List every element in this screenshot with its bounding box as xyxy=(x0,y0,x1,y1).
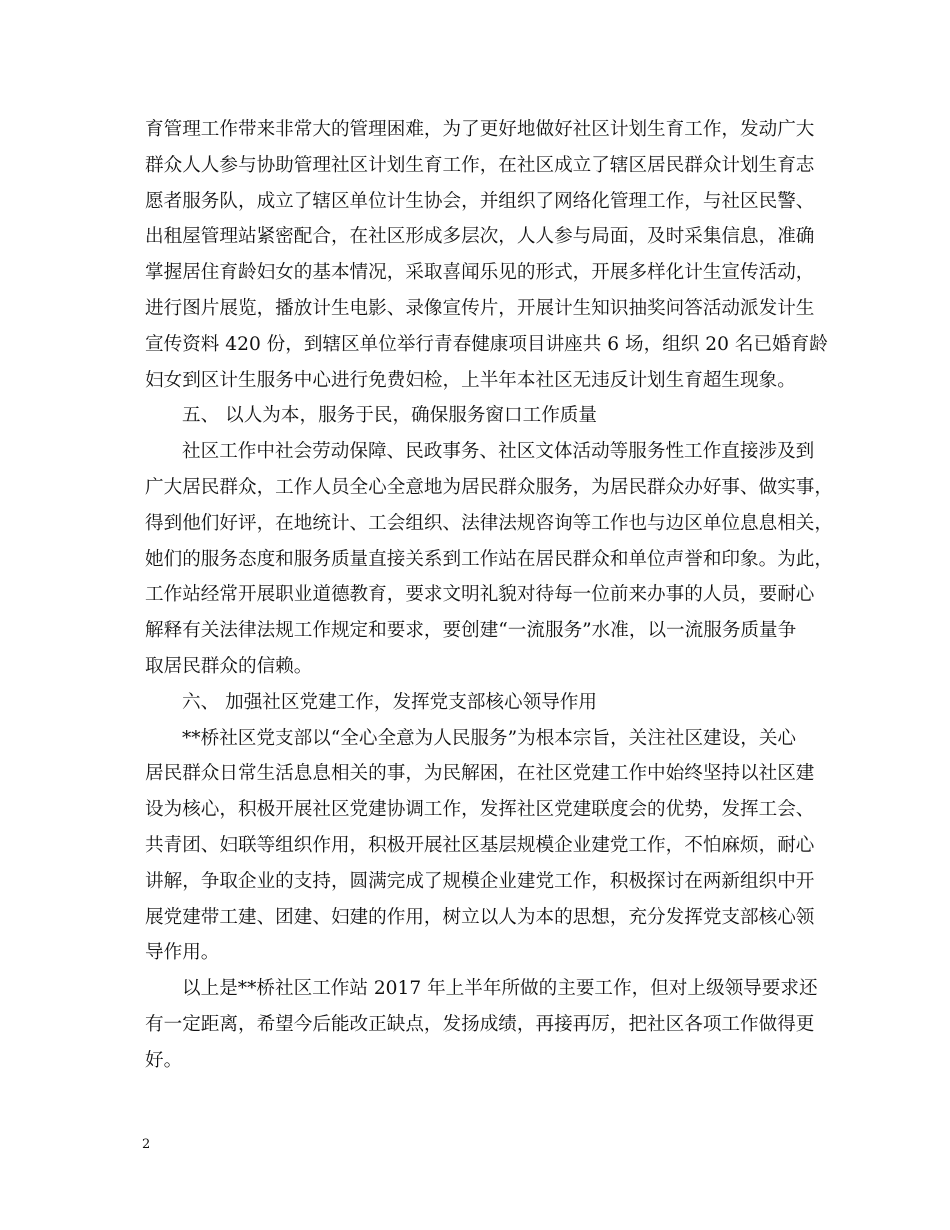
text-line: 群众人人参与协助管理社区计划生育工作，在社区成立了辖区居民群众计划生育志 xyxy=(145,154,815,176)
text-line: 居民群众日常生活息息相关的事，为民解困，在社区党建工作中始终坚持以社区建 xyxy=(145,763,815,785)
text-line: 六、 加强社区党建工作，发挥党支部核心领导作用 xyxy=(182,691,597,713)
text-line: **桥社区党支部以“全心全意为人民服务”为根本宗旨，关注社区建设，关心 xyxy=(182,727,797,749)
text-line: 得到他们好评，在地统计、工会组织、法律法规咨询等工作也与边区单位息息相关， xyxy=(145,512,833,534)
text-line: 社区工作中社会劳动保障、民政事务、社区文体活动等服务性工作直接涉及到 xyxy=(182,441,815,463)
text-line: 她们的服务态度和服务质量直接关系到工作站在居民群众和单位声誉和印象。为此， xyxy=(145,548,833,570)
text-line: 取居民群众的信赖。 xyxy=(145,655,313,677)
text-line: 解释有关法律法规工作规定和要求，要创建“一流服务”水准，以一流服务质量争 xyxy=(145,620,797,642)
text-line: 出租屋管理站紧密配合，在社区形成多层次，人人参与局面，及时采集信息，准确 xyxy=(145,226,815,248)
text-line: 共青团、妇联等组织作用，积极开展社区基层规模企业建党工作，不怕麻烦，耐心 xyxy=(145,834,815,856)
text-line: 导作用。 xyxy=(145,942,220,964)
document-body xyxy=(145,112,833,1079)
text-line: 工作站经常开展职业道德教育，要求文明礼貌对待每一位前来办事的人员，要耐心 xyxy=(145,584,815,606)
text-line: 设为核心，积极开展社区党建协调工作，发挥社区党建联度会的优势，发挥工会、 xyxy=(145,799,815,821)
text-line: 以上是**桥社区工作站 2017 年上半年所做的主要工作，但对上级领导要求还 xyxy=(182,978,818,1000)
text-line: 好。 xyxy=(145,1049,183,1071)
text-line: 育管理工作带来非常大的管理困难，为了更好地做好社区计划生育工作，发动广大 xyxy=(145,119,815,140)
text-line: 愿者服务队，成立了辖区单位计生协会，并组织了网络化管理工作，与社区民警、 xyxy=(145,190,815,212)
text-line: 讲解，争取企业的支持，圆满完成了规模企业建党工作，积极探讨在两新组织中开 xyxy=(145,870,815,892)
text-line: 妇女到区计生服务中心进行免费妇检，上半年本社区无违反计划生育超生现象。 xyxy=(145,369,796,391)
text-line: 展党建带工建、团建、妇建的作用，树立以人为本的思想，充分发挥党支部核心领 xyxy=(145,906,815,928)
text-line: 宣传资料 420 份，到辖区单位举行青春健康项目讲座共 6 场，组织 20 名已婚育龄 xyxy=(145,333,828,355)
text-line: 有一定距离，希望今后能改正缺点，发扬成绩，再接再厉，把社区各项工作做得更 xyxy=(145,1013,815,1035)
text-line: 掌握居住育龄妇女的基本情况，采取喜闻乐见的形式，开展多样化计生宣传活动， xyxy=(145,262,815,284)
text-line: 五、 以人为本，服务于民，确保服务窗口工作质量 xyxy=(182,405,597,427)
page-number: 2 xyxy=(142,1137,151,1152)
text-line: 进行图片展览，播放计生电影、录像宣传片，开展计生知识抽奖问答活动派发计生 xyxy=(145,297,815,319)
text-line: 广大居民群众，工作人员全心全意地为居民群众服务，为居民群众办好事、做实事， xyxy=(145,476,833,498)
